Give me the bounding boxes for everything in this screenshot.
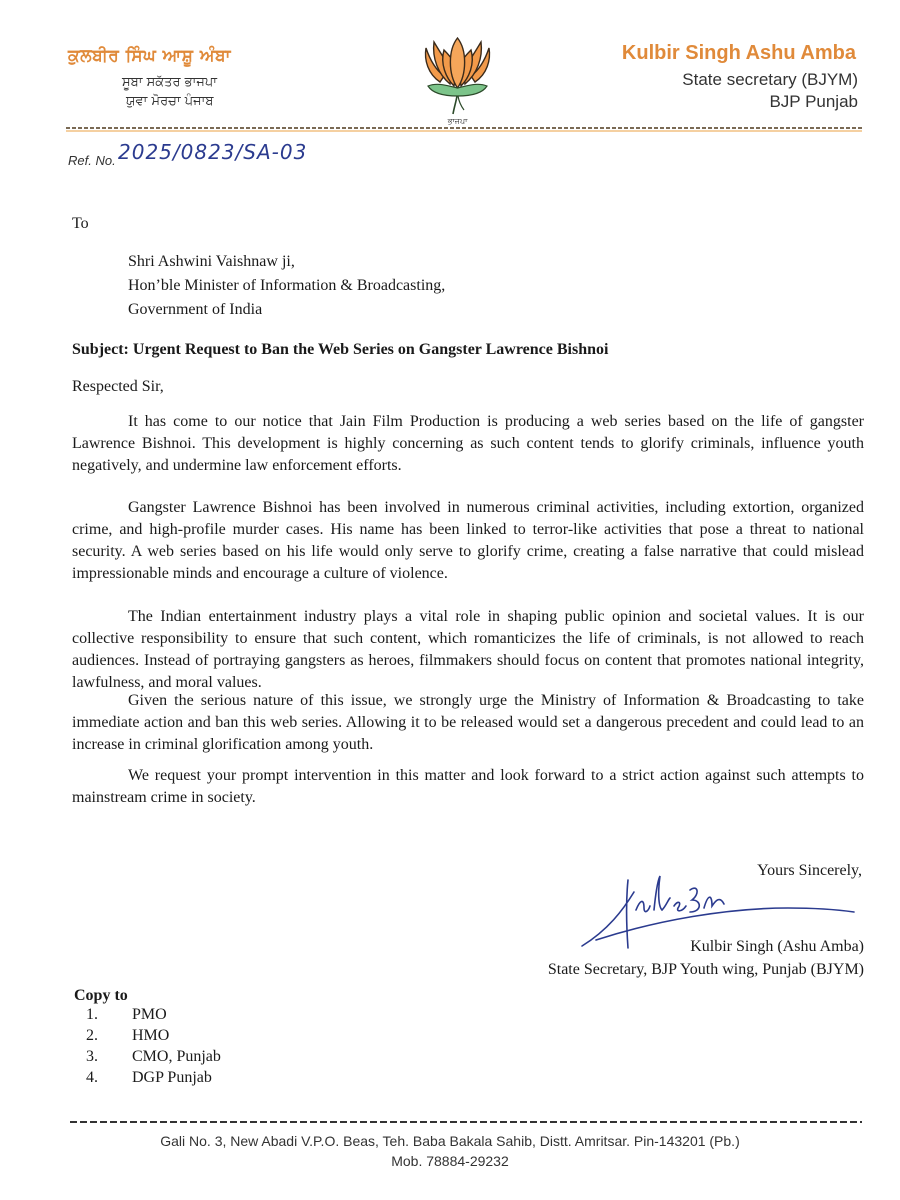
closing: Yours Sincerely,	[757, 862, 862, 879]
salutation: Respected Sir,	[72, 378, 164, 395]
handwritten-signature	[578, 850, 858, 950]
body-paragraph: The Indian entertainment industry plays a vital role in shaping public opinion and societal values. It is our collective responsibility to ensure that such content, which romanticizes the life of criminals, is not allowed to reach audiences. Instead of portraying gangsters as heroes, filmmakers should focus on content that promotes national integrity, lawfulness, and moral values.	[72, 608, 864, 691]
copy-to-item: 3. CMO, Punjab	[86, 1048, 221, 1065]
copy-to-item: 4. DGP Punjab	[86, 1069, 212, 1086]
ref-label: Ref. No.	[68, 153, 116, 168]
footer-mobile: Mob. 78884-29232	[391, 1153, 509, 1169]
footer-contact	[0, 1131, 900, 1171]
punjabi-name: ਕੁਲਬੀਰ ਸਿੰਘ ਆਸ਼ੂ ਅੰਬਾ	[68, 46, 231, 66]
copy-to-heading: Copy to	[74, 987, 128, 1004]
english-designation-line-1: State secretary (BJYM)	[682, 70, 858, 89]
ref-number-handwritten: 2025/0823/SA-03	[118, 140, 308, 164]
english-name: Kulbir Singh Ashu Amba	[621, 42, 856, 64]
body-paragraph: Given the serious nature of this issue, we strongly urge the Ministry of Information & Broadcasting to take immediate action and ban this web series. Allowing it to be released would set a dangerous precedent and could lead to an increase in criminal glorification among youth.	[72, 692, 864, 753]
body-paragraph: Gangster Lawrence Bishnoi has been involved in numerous criminal activities, including extortion, organized crime, and high-profile murder cases. His name has been linked to terror-like activities that pose a threat to national security. A web series based on his life would only serve to glorify crime, creating a false narrative that could mislead impressionable minds and encourage a culture of violence.	[72, 499, 864, 582]
recipient-address	[128, 250, 445, 322]
bjp-lotus-logo	[420, 30, 495, 125]
header-divider	[66, 127, 862, 133]
recipient-name: Shri Ashwini Vaishnaw ji,	[128, 253, 295, 270]
signer-name: Kulbir Singh (Ashu Amba)	[690, 938, 864, 955]
to-label: To	[72, 215, 89, 232]
punjabi-designation-line-1: ਸੂਬਾ ਸਕੱਤਰ ਭਾਜਪਾ	[122, 75, 217, 90]
signer-title: State Secretary, BJP Youth wing, Punjab (BJYM)	[547, 961, 864, 978]
footer-address: Gali No. 3, New Abadi V.P.O. Beas, Teh. Baba Bakala Sahib, Distt. Amritsar. Pin-143201 (Pb.)	[160, 1133, 740, 1149]
copy-to-list	[86, 1004, 221, 1088]
copy-to-item: 1. PMO	[86, 1006, 167, 1023]
recipient-title: Hon’ble Minister of Information & Broadcasting,	[128, 277, 446, 294]
recipient-org: Government of India	[128, 301, 263, 318]
subject-line: Subject: Urgent Request to Ban the Web Series on Gangster Lawrence Bishnoi	[72, 341, 609, 358]
body-paragraph: We request your prompt intervention in this matter and look forward to a strict action against such attempts to mainstream crime in society.	[72, 767, 864, 806]
english-designation-line-2: BJP Punjab	[769, 92, 858, 111]
logo-caption: ਭਾਜਪਾ	[447, 117, 468, 125]
body-paragraph: It has come to our notice that Jain Film Production is producing a web series based on the life of gangster Lawrence Bishnoi. This development is highly concerning as such content tends to glorify criminals, influence youth negatively, and undermine law enforcement efforts.	[72, 413, 864, 474]
punjabi-designation-line-2: ਯੁਵਾ ਮੋਰਚਾ ਪੰਜਾਬ	[126, 94, 214, 109]
copy-to-item: 2. HMO	[86, 1027, 170, 1044]
footer-divider	[70, 1121, 862, 1123]
